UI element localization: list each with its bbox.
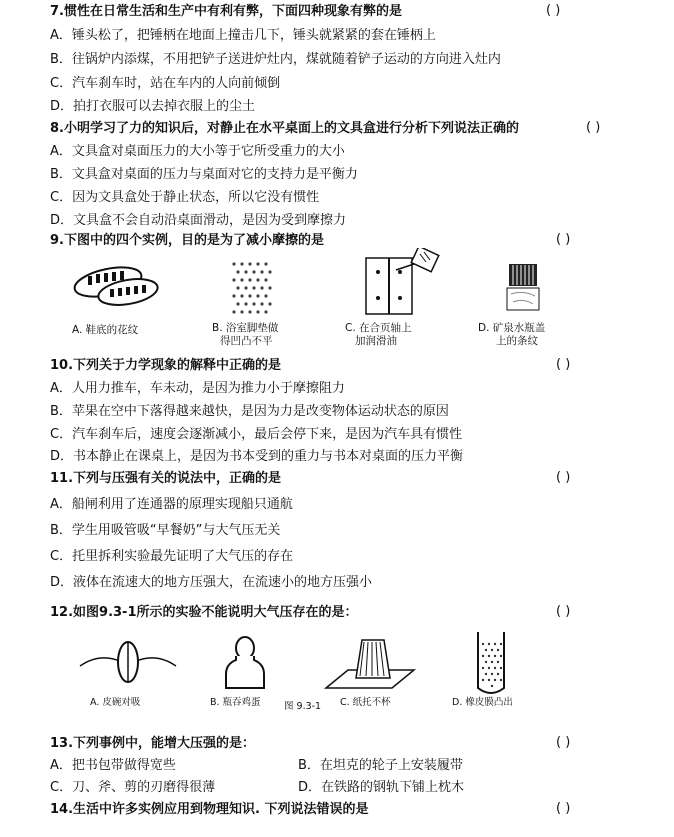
q10-option-b: B．苹果在空中下落得越来越快，是因为力是改变物体运动状态的原因 [50,404,449,419]
q12-caption-b: B. 瓶吞鸡蛋 [210,697,261,708]
q8-stem: 8.小明学习了力的知识后，对静止在水平桌面上的文具盒进行分析下列说法正确的 [50,121,519,136]
q9-caption-d-line2: 上的条纹 [496,335,538,347]
q11-option-d: D．液体在流速大的地方压强大，在流速小的地方压强小 [50,575,373,590]
q13-option-d: D．在铁路的钢轨下铺上枕木 [298,780,465,795]
q10-option-a: A．人用力推车，车未动，是因为推力小于摩擦阻力 [50,381,345,396]
q13-stem: 13.下列事例中，能增大压强的是： [50,736,256,751]
q13-option-c: C．刀、斧、剪的刃磨得很薄 [50,780,216,795]
q9-answer-paren: ( ) [556,232,571,247]
suction-cups-image [78,640,178,686]
q13-option-b: B．在坦克的轮子上安装履带 [298,758,463,773]
q13-answer-paren: ( ) [556,735,571,750]
shoe-sole-image [72,262,162,310]
q7-option-d: D．拍打衣服可以去掉衣服上的尘土 [50,99,256,114]
bottle-egg-image [222,636,268,692]
q8-answer-paren: ( ) [586,120,601,135]
q7-option-b: B．往锅炉内添煤，不用把铲子送进炉灶内，煤就随着铲子运动的方向进入灶内 [50,52,501,67]
q12-caption-d: D. 橡皮膜凸出 [452,697,513,708]
q7-stem: 7.惯性在日常生活和生产中有利有弊，下面四种现象有弊的是 [50,4,402,19]
q12-answer-paren: ( ) [556,604,571,619]
q11-answer-paren: ( ) [556,470,571,485]
q9-caption-d-line1: D. 矿泉水瓶盖 [478,322,546,334]
q10-answer-paren: ( ) [556,357,571,372]
q12-stem: 12.如图9.3-1所示的实验不能说明大气压存在的是： [50,605,358,620]
q9-stem: 9.下图中的四个实例，目的是为了减小摩擦的是 [50,233,324,248]
q11-stem: 11.下列与压强有关的说法中，正确的是 [50,471,282,486]
q8-option-c: C．因为文具盒处于静止状态，所以它没有惯性 [50,190,320,205]
q13-option-a: A．把书包带做得宽些 [50,758,176,773]
q11-option-a: A．船闸利用了连通器的原理实现船只通航 [50,497,293,512]
q9-caption-a: A. 鞋底的花纹 [72,324,139,336]
q9-caption-c-line2: 加润滑油 [355,335,397,347]
q12-caption-a: A. 皮碗对吸 [90,697,141,708]
q9-caption-b-line1: B. 浴室脚垫做 [212,322,279,334]
q7-answer-paren: ( ) [546,3,561,18]
q9-caption-c-line1: C. 在合页轴上 [345,322,412,334]
hinge-oiling-image [362,248,444,318]
q10-stem: 10.下列关于力学现象的解释中正确的是 [50,358,282,373]
q12-figure-label: 图 9.3-1 [284,701,322,712]
bath-mat-image [228,258,276,316]
q14-answer-paren: ( ) [556,801,571,816]
q11-option-b: B．学生用吸管吸“早餐奶”与大气压无关 [50,523,281,538]
q10-option-c: C．汽车刹车后，速度会逐渐减小，最后会停下来，是因为汽车具有惯性 [50,427,463,442]
q12-caption-c: C. 纸托不杯 [340,697,391,708]
q14-stem: 14.生活中许多实例应用到物理知识. 下列说法错误的是 [50,802,369,817]
q9-caption-b-line2: 得凹凸不平 [220,335,273,347]
q8-option-d: D．文具盒不会自动沿桌面滑动，是因为受到摩擦力 [50,213,347,228]
q7-option-c: C．汽车刹车时，站在车内的人向前倾倒 [50,76,281,91]
q11-option-c: C．托里拆利实验最先证明了大气压的存在 [50,549,294,564]
q8-option-a: A．文具盒对桌面压力的大小等于它所受重力的大小 [50,144,345,159]
bottle-cap-image [503,260,543,314]
q8-option-b: B．文具盒对桌面的压力与桌面对它的支持力是平衡力 [50,167,358,182]
q10-option-d: D．书本静止在课桌上，是因为书本受到的重力与书本对桌面的压力平衡 [50,449,464,464]
q7-option-a: A．锤头松了，把锤柄在地面上撞击几下，锤头就紧紧的套在锤柄上 [50,28,436,43]
cup-paper-image [318,636,418,694]
rubber-membrane-image [474,630,508,698]
